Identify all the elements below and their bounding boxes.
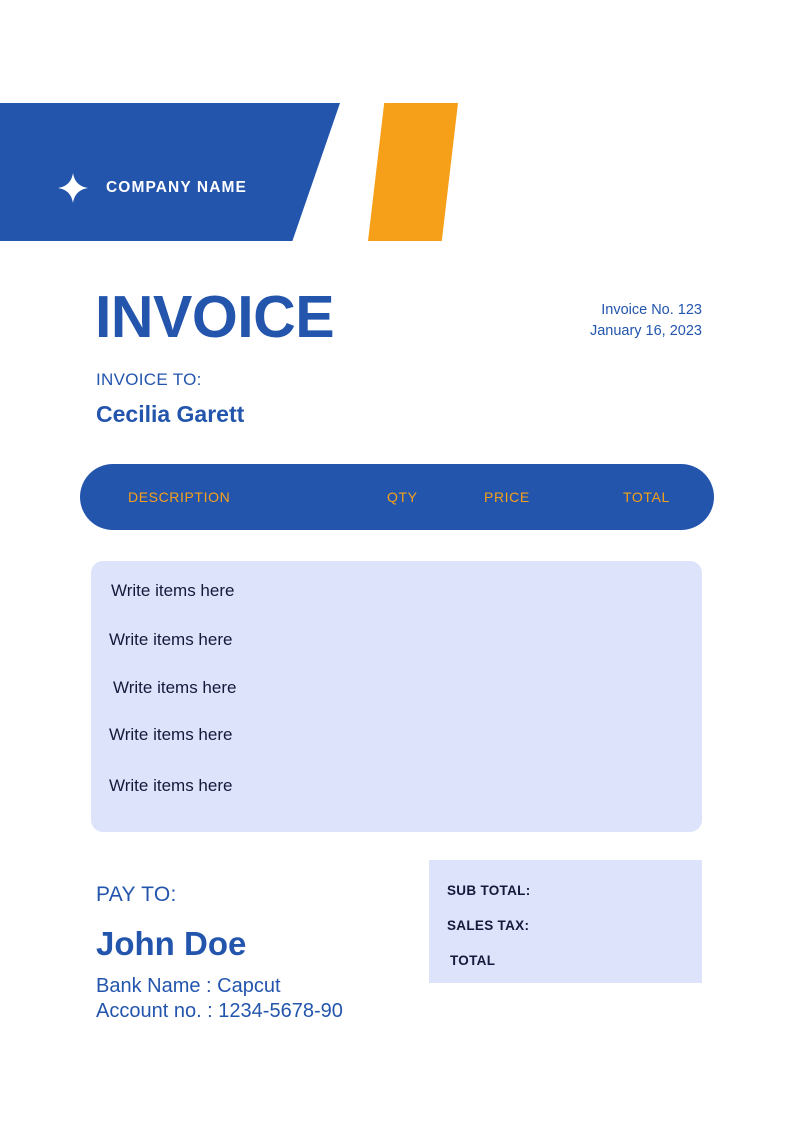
column-header-price: PRICE bbox=[484, 489, 530, 505]
payee-name: John Doe bbox=[96, 925, 247, 962]
invoice-meta bbox=[590, 300, 702, 342]
client-name: Cecilia Garett bbox=[96, 401, 245, 427]
invoice-number: Invoice No. 123 bbox=[601, 302, 702, 318]
header-orange-shape bbox=[368, 103, 458, 241]
table-row[interactable]: Write items here bbox=[111, 581, 235, 600]
bank-name: Bank Name : Capcut bbox=[96, 975, 281, 997]
invoice-to-label: INVOICE TO: bbox=[96, 370, 202, 389]
totals-panel bbox=[429, 860, 702, 983]
table-row[interactable]: Write items here bbox=[109, 776, 233, 795]
column-header-description: DESCRIPTION bbox=[128, 489, 231, 505]
header-blue-shape bbox=[0, 103, 340, 241]
table-row[interactable]: Write items here bbox=[109, 725, 233, 744]
sales-tax-label: SALES TAX: bbox=[447, 918, 530, 933]
header-band bbox=[0, 103, 793, 241]
table-header bbox=[80, 464, 714, 530]
column-header-total: TOTAL bbox=[623, 489, 670, 505]
items-panel bbox=[91, 561, 702, 832]
table-row[interactable]: Write items here bbox=[113, 678, 237, 697]
four-point-star-icon bbox=[58, 173, 88, 203]
payment-details bbox=[96, 974, 343, 1025]
page-title: INVOICE bbox=[95, 284, 335, 350]
column-header-qty: QTY bbox=[387, 489, 418, 505]
total-label: TOTAL bbox=[450, 953, 496, 968]
invoice-date: January 16, 2023 bbox=[589, 323, 702, 340]
brand bbox=[58, 173, 247, 203]
table-row[interactable]: Write items here bbox=[109, 630, 233, 649]
account-number: Account no. : 1234-5678-90 bbox=[96, 1000, 343, 1023]
pay-to-label: PAY TO: bbox=[96, 883, 177, 906]
sub-total-label: SUB TOTAL: bbox=[447, 883, 531, 898]
company-name: COMPANY NAME bbox=[106, 179, 247, 196]
